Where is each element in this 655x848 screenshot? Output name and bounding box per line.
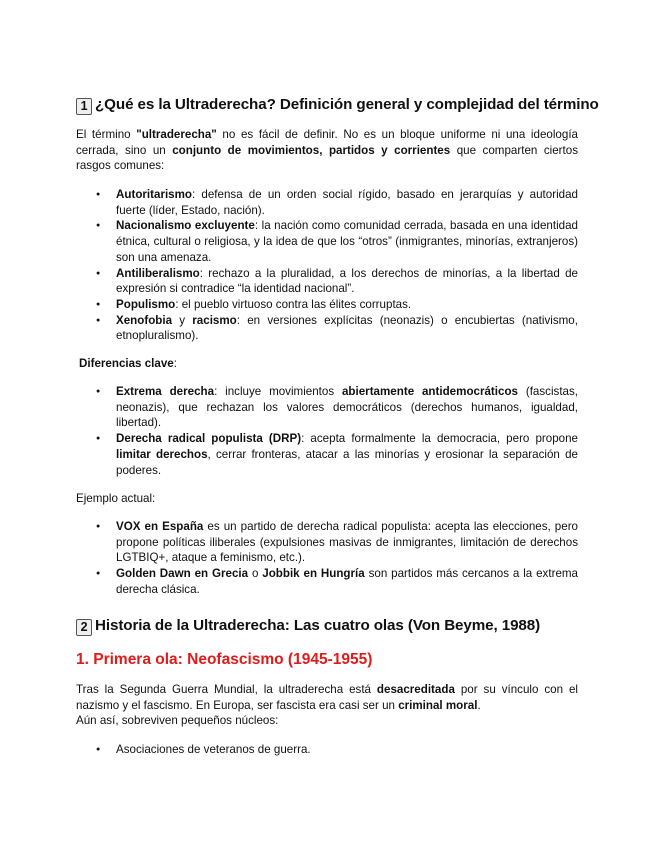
para-text: Aún así, sobreviven pequeños núcleos: (76, 714, 279, 728)
example-term: Golden Dawn en Grecia (116, 567, 249, 581)
number-2-icon: 2 (76, 619, 92, 636)
para-bold: desacreditada (376, 683, 455, 696)
section-1-heading (76, 96, 599, 115)
difference-text: (fascistas, neonazis), que rechazan los valores democráticos (derechos humanos, igualdad, libertad). (116, 385, 579, 430)
intro-text-1: El término (76, 128, 137, 141)
para-text: Tras la Segunda Guerra Mundial, la ultraderecha está (76, 683, 377, 696)
trait-term: racismo (192, 313, 237, 327)
subsection-heading: 1. Primera ola: Neofascismo (1945-1955) (76, 651, 373, 668)
trait-text: : la nación como comunidad cerrada, basada en una identidad étnica, cultural o religiosa, y la idea de que los “otros” (inmigrantes, minorías, extranjeros) son una amenaza. (116, 219, 578, 264)
intro-bold-conjunto: conjunto de movimientos, partidos y corrientes (172, 143, 451, 157)
para-text: por su vínculo con el nazismo y el fascismo. En Europa, ser fascista era casi ser un (76, 683, 578, 712)
intro-bold-ultraderecha: "ultraderecha" (136, 128, 217, 141)
para-text: . (477, 698, 481, 712)
example-text: es un partido de derecha radical populista: acepta las elecciones, pero propone políticas iliberales (expulsiones masivas de inmigrantes, limitación de derechos LGTBIQ+, ataque a feminismo, etc.). (116, 520, 578, 565)
list-item (76, 519, 578, 566)
list-item (76, 566, 578, 597)
example-text: son partidos más cercanos a la extrema derecha clásica. (116, 567, 578, 596)
differences-list (76, 384, 578, 478)
difference-bold: abiertamente antidemocráticos (341, 385, 518, 398)
list-item (76, 297, 578, 313)
trait-text: : en versiones explícitas (neonazis) o encubiertas (nativismo, etnopluralismo). (116, 313, 578, 343)
intro-text-2: no es fácil de definir. No es un bloque uniforme ni una ideología cerrada, sino un (76, 128, 578, 157)
list-item (76, 384, 578, 431)
difference-text: , cerrar fronteras, atacar a las minorías y erosionar la separación de poderes. (116, 447, 578, 477)
example-connector: o (248, 567, 263, 581)
trait-text: : defensa de un orden social rígido, basado en jerarquías y autoridad fuerte (líder, Estado, nación). (116, 188, 578, 217)
section-2-title: Historia de la Ultraderecha: Las cuatro olas (Von Beyme, 1988) (95, 617, 541, 634)
list-item (76, 266, 578, 297)
difference-term: Derecha radical populista (DRP) (116, 432, 302, 446)
example-term: VOX en España (116, 520, 204, 533)
trait-term: Nacionalismo excluyente (116, 219, 255, 233)
section-2-list (76, 742, 578, 758)
trait-term: Antiliberalismo (116, 266, 200, 280)
list-item: ● Asociaciones de veteranos de guerra. (76, 742, 578, 758)
differences-heading (79, 356, 581, 372)
section-2-heading (76, 617, 540, 636)
example-term: Jobbik en Hungría (262, 567, 365, 581)
section-2-paragraph (76, 682, 578, 729)
difference-term: Extrema derecha (116, 385, 215, 398)
number-1-icon: 1 (76, 98, 92, 115)
trait-text: : el pueblo virtuoso contra las élites corruptas. (175, 297, 412, 311)
example-list (76, 519, 578, 598)
trait-connector: y (172, 313, 193, 327)
difference-bold: limitar derechos (116, 447, 208, 461)
trait-term: Populismo (116, 297, 176, 311)
trait-term: Xenofobia (116, 313, 173, 327)
trait-term: Autoritarismo (116, 188, 193, 201)
list-item (76, 313, 578, 344)
traits-list (76, 187, 578, 344)
difference-text: : incluye movimientos (214, 385, 342, 398)
difference-text: : acepta formalmente la democracia, pero propone (301, 432, 579, 446)
list-item (76, 431, 578, 478)
intro-text-3: que comparten ciertos rasgos comunes: (76, 143, 578, 173)
list-item (76, 218, 578, 265)
example-label: Ejemplo actual: (76, 492, 156, 505)
trait-text: : rechazo a la pluralidad, a los derechos de minorías, a la libertad de expresión si contradice “la identidad nacional”. (116, 266, 578, 296)
differences-colon: : (173, 357, 177, 370)
differences-heading-text: Diferencias clave (79, 357, 174, 370)
list-item (76, 187, 578, 218)
intro-paragraph (76, 127, 578, 174)
para-bold: criminal moral (398, 698, 478, 712)
section-1-title: ¿Qué es la Ultraderecha? Definición general y complejidad del término (95, 96, 599, 113)
